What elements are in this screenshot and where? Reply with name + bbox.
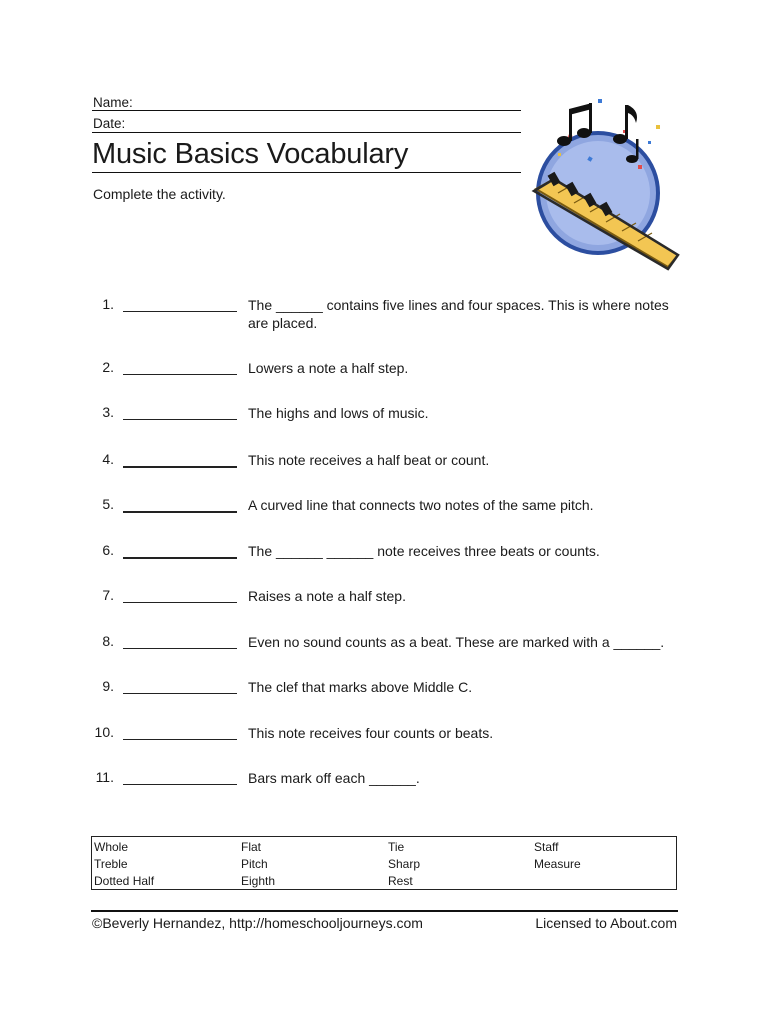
answer-blank[interactable] (123, 648, 237, 649)
footer-divider (91, 910, 678, 912)
name-label: Name: (93, 95, 133, 110)
word-bank-term: Measure (534, 857, 581, 871)
question-number: 6. (102, 542, 114, 558)
question-text: The highs and lows of music. (248, 405, 429, 421)
question-number: 11. (95, 769, 114, 785)
question-text: Even no sound counts as a beat. These are marked with a ______. (248, 634, 665, 650)
answer-blank[interactable] (123, 739, 237, 740)
question-text: The ______ ______ note receives three beats or counts. (248, 543, 600, 559)
copyright-text: ©Beverly Hernandez, http://homeschooljourneys.com (92, 915, 423, 931)
question-number: 2. (102, 359, 114, 375)
page-title: Music Basics Vocabulary (92, 138, 409, 170)
answer-blank[interactable] (123, 374, 237, 375)
question-text: The clef that marks above Middle C. (248, 679, 473, 695)
answer-blank[interactable] (123, 602, 237, 603)
word-bank-term (534, 873, 680, 890)
question-number: 1. (102, 296, 114, 312)
word-bank-term: Staff (534, 840, 559, 854)
word-bank-box (91, 836, 677, 890)
question-number: 9. (102, 678, 114, 694)
date-label: Date: (93, 116, 126, 131)
word-bank-term: Pitch (241, 857, 268, 871)
answer-blank[interactable] (123, 693, 237, 694)
word-bank-term: Eighth (241, 874, 276, 888)
question-text: Bars mark off each ______. (248, 770, 420, 786)
word-bank-term: Rest (388, 874, 413, 888)
question-number: 10. (94, 724, 114, 740)
license-text: Licensed to About.com (535, 915, 677, 931)
word-bank-term: Flat (241, 840, 262, 854)
question-text: This note receives a half beat or count. (248, 452, 490, 468)
word-bank-term: Sharp (388, 857, 421, 871)
name-line (92, 110, 521, 111)
word-bank-term: Dotted Half (94, 874, 155, 888)
word-bank-term: Whole (94, 840, 129, 854)
question-text: Lowers a note a half step. (248, 360, 409, 376)
music-keyboard-clipart-icon (528, 95, 680, 273)
question-text: A curved line that connects two notes of the same pitch. (248, 497, 594, 513)
question-text: Raises a note a half step. (248, 588, 406, 604)
answer-blank[interactable] (123, 557, 237, 559)
question-number: 3. (102, 404, 114, 420)
answer-blank[interactable] (123, 419, 237, 420)
question-text: The ______ contains five lines and four spaces. This is where notes are placed. (248, 297, 669, 331)
word-bank-term: Treble (94, 857, 128, 871)
question-number: 8. (102, 633, 114, 649)
question-number: 4. (102, 451, 114, 467)
title-underline (92, 172, 521, 173)
instructions-text: Complete the activity. (93, 186, 226, 202)
date-line (92, 132, 521, 133)
question-number: 7. (102, 587, 114, 603)
word-bank-term: Tie (388, 840, 405, 854)
question-number: 5. (102, 496, 114, 512)
answer-blank[interactable] (123, 511, 237, 513)
answer-blank[interactable] (123, 311, 237, 312)
answer-blank[interactable] (123, 784, 237, 785)
answer-blank[interactable] (123, 466, 237, 468)
question-text: This note receives four counts or beats. (248, 725, 494, 741)
